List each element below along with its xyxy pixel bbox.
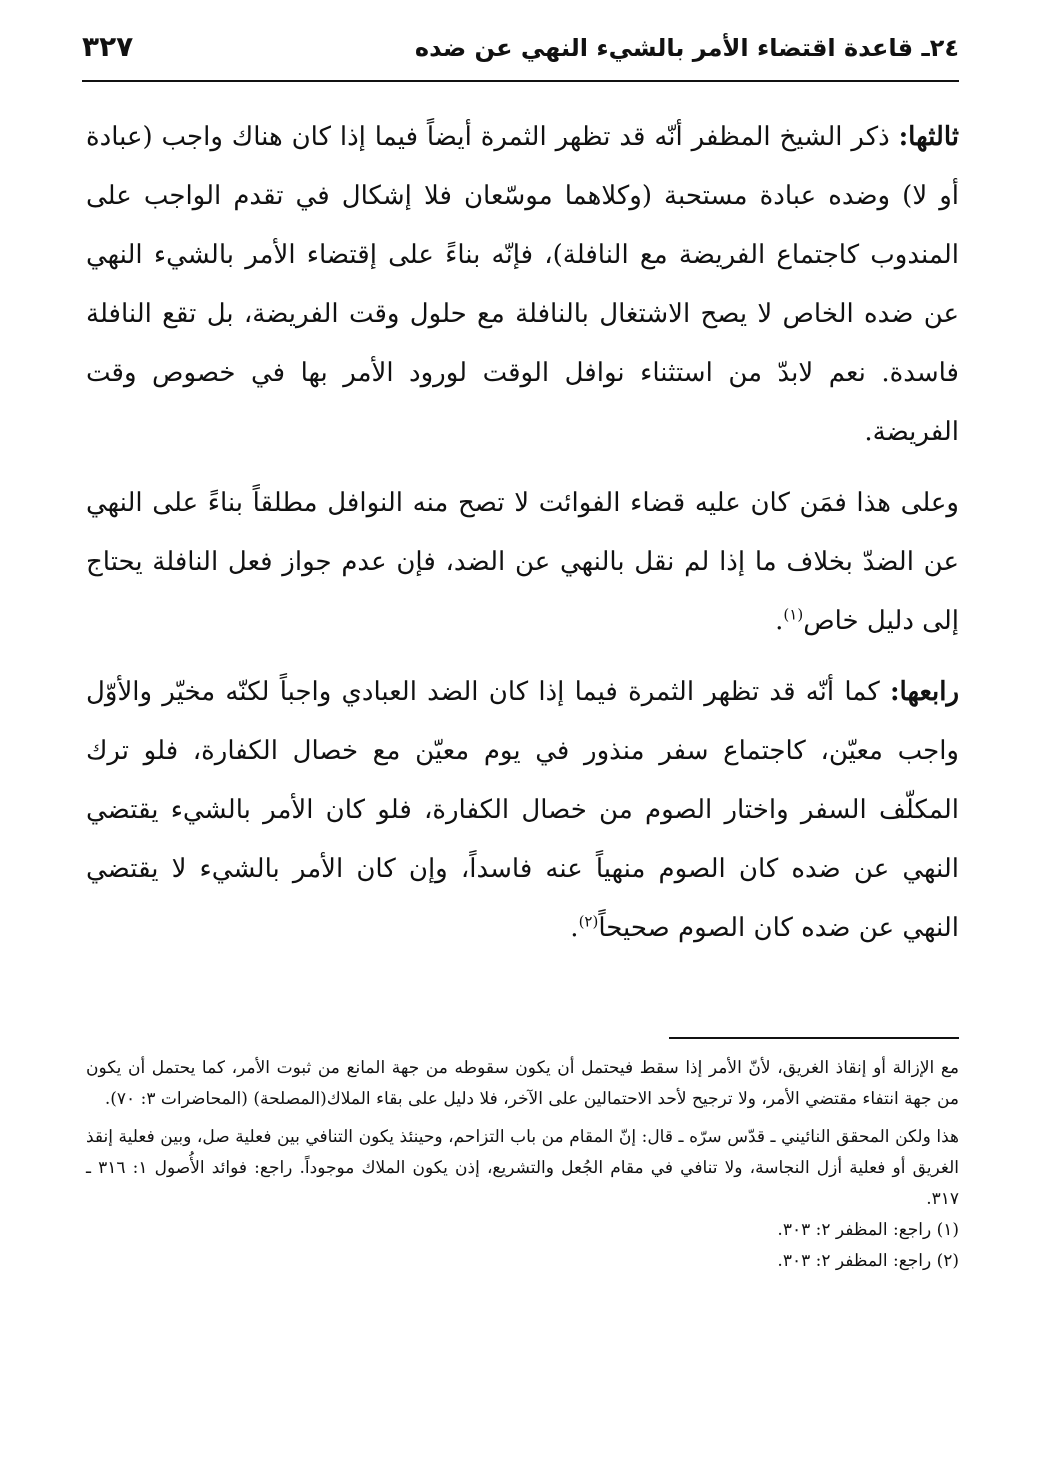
paragraph-lead-fourth: رابعها: <box>889 677 959 707</box>
paragraph-body: ذكر الشيخ المظفر أنّه قد تظهر الثمرة أيضاً فيما إذا كان هناك واجب (عبادة أو لا) وضده عبادة مستحبة (وكلاهما موسّعان فلا إشكال في تقدم الواجب على المندوب كاجتماع الفريضة مع النافلة)، فإنّه بناءً على إقتضاء الأمر بالشيء النهي عن ضده الخاص لا يصح الاشتغال بالنافلة مع حلول وقت الفريضة، بل تقع النافلة فاسدة. نعم لابدّ من استثناء نوافل الوقت لورود الأمر بها في خصوص وقت الفريضة. <box>86 122 959 447</box>
chapter-title: ٢٤ـ قاعدة اقتضاء الأمر بالشيء النهي عن ضده <box>414 34 959 62</box>
paragraph-missed-prayers <box>86 474 959 651</box>
footnote-1: (١) راجع: المظفر ٢: ٣٠٣. <box>777 1220 959 1240</box>
header-divider <box>82 80 959 82</box>
paragraph-body: كما أنّه قد تظهر الثمرة فيما إذا كان الضد العبادي واجباً لكنّه مخيّر والأوّل واجب معيّن، كاجتماع سفر منذور في يوم معيّن مع خصال الكفارة، فلو ترك المكلّف السفر واختار الصوم من خصال الكفارة، فلو كان الأمر بالشيء يقتضي النهي عن ضده كان الصوم منهياً عنه فاسداً، وإن كان الأمر بالشيء لا يقتضي النهي عن ضده كان الصوم صحيحاً <box>86 677 959 943</box>
footnote-continuation: هذا ولكن المحقق النائيني ـ قدّس سرّه ـ قال: إنّ المقام من باب التزاحم، وحينئذ يكون التنافي بين فعلية صل، وبين فعلية إنقذ الغريق أو فعلية أزل النجاسة، ولا تنافي في مقام الجُعل والتشريع، إذن يكون الملاك موجوداً. راجع: فوائد الأُصول ١: ٣١٦ ـ ٣١٧. <box>86 1127 959 1209</box>
footnote-marker: (٢) <box>578 912 599 931</box>
paragraph-body: وعلى هذا فمَن كان عليه قضاء الفوائت لا تصح منه النوافل مطلقاً بناءً على النهي عن الضدّ بخلاف ما إذا لم نقل بالنهي عن الضد، فإن عدم جواز فعل النافلة يحتاج إلى دليل خاص <box>86 488 959 636</box>
running-header <box>82 30 959 72</box>
paragraph-fourth <box>86 663 959 958</box>
footnote-divider <box>669 1037 959 1039</box>
footnotes <box>86 1053 959 1277</box>
footnote-continuation: مع الإزالة أو إنقاذ الغريق، لأنّ الأمر إذا سقط فيحتمل أن يكون سقوطه من جهة المانع من ثبوت الأمر، كما يحتمل أن يكون من جهة انتفاء مقتضي الأمر، ولا ترجيح لأحد الاحتمالين على الآخر، فلا دليل على بقاء الملاك(المصلحة) (المحاضرات ٣: ٧٠). <box>86 1058 959 1109</box>
paragraph-third <box>86 108 959 462</box>
footnote-2: (٢) راجع: المظفر ٢: ٣٠٣. <box>777 1251 959 1271</box>
footnote-marker: (١) <box>783 605 804 624</box>
paragraph-end: . <box>775 606 784 636</box>
paragraph-end: . <box>570 913 579 943</box>
main-text <box>86 108 959 958</box>
paragraph-lead-third: ثالثها: <box>898 122 959 152</box>
page-number: ٣٢٧ <box>82 30 134 63</box>
